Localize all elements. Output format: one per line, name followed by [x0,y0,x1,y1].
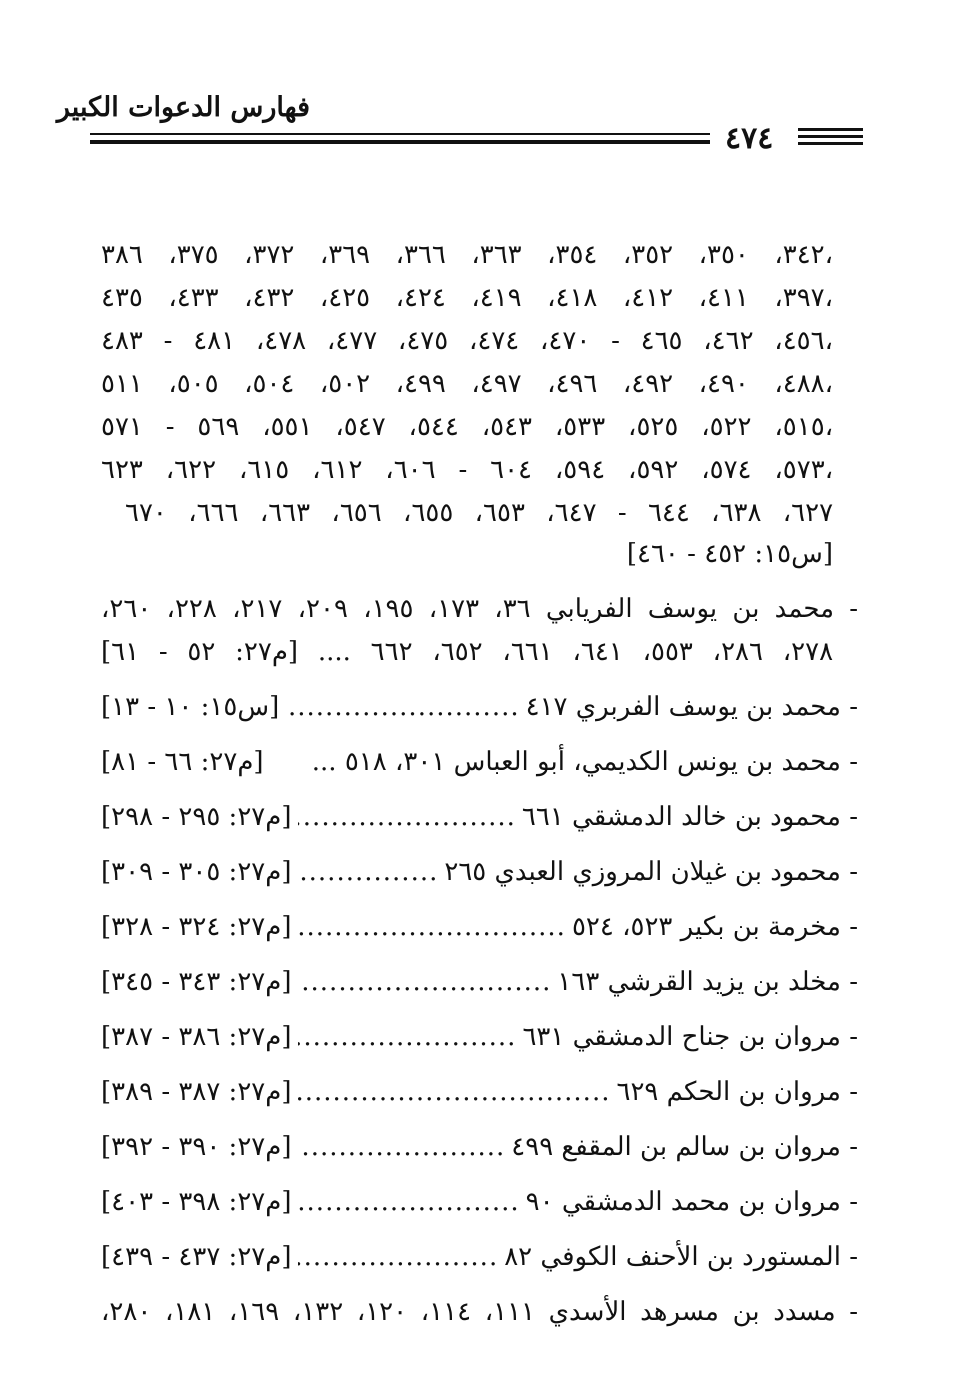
header-rule-thick [90,140,710,144]
index-entry-ref: [م٢٧: ٣٢٤ - ٣٢٨] [101,912,292,942]
index-continuation-line: ٥٧٣، ٥٧٤، ٥٩٢، ٥٩٤، ٦٠٤ - ٦٠٦، ٦١٢، ٦١٥، ٦٢٢، ٦٢٣، [101,455,834,485]
index-continuation-line: ٤٨٨، ٤٩٠، ٤٩٢، ٤٩٦، ٤٩٧، ٤٩٩، ٥٠٢، ٥٠٤، ٥٠٥، ٥١١، [101,369,834,399]
index-entry-ref: [م٢٧: ٣٨٦ - ٣٨٧] [101,1022,292,1052]
index-entry-name: - مخرمة بن بكير ٥٢٣، ٥٢٤ [571,912,858,942]
header-ornament-bar [798,128,863,131]
page-number: ٤٧٤ [725,121,774,156]
index-entry-ref: [م٢٧: ٣٩٨ - ٤٠٣] [101,1187,292,1217]
header-ornament-bar [798,135,863,138]
index-entry-name: - مخلد بن يزيد القرشي ١٦٣ [557,967,858,997]
index-entry-line: - محمد بن يوسف الفريابي ٣٦، ١٧٣، ١٩٥، ٢٠٩، ٢١٧، ٢٢٨، ٢٦٠، [101,594,859,624]
dot-leader [298,1130,506,1164]
index-entry [101,800,858,834]
index-entry-line: ٢٧٨، ٢٨٦، ٥٥٣، ٦٤١، ٦٦١، ٦٥٢، ٦٦٢ .... [م٢٧: ٥٢ - ٦١] [101,637,834,667]
index-entry-ref: [م٢٧: ٣٩٠ - ٣٩٢] [101,1132,292,1162]
index-entry-ref: [م٢٧: ٣٠٥ - ٣٠٩] [101,857,292,887]
index-entry-ref: [م٢٧: ٦٦ - ٨١] [101,747,264,777]
index-continuation-line: ٦٢٧، ٦٣٨، ٦٤٤ - ٦٤٧، ٦٥٣، ٦٥٥، ٦٥٦، ٦٦٣، ٦٦٦، ٦٧٠ [125,498,834,528]
index-continuation-line: ٥١٥، ٥٢٢، ٥٢٥، ٥٣٣، ٥٤٣، ٥٤٤، ٥٤٧، ٥٥١، ٥٦٩ - ٥٧١، [101,412,834,442]
index-entry [101,690,858,724]
index-continuation-line: ٣٤٢، ٣٥٠، ٣٥٢، ٣٥٤، ٣٦٣، ٣٦٦، ٣٦٩، ٣٧٢، ٣٧٥، ٣٨٦، [101,240,834,270]
index-entry [101,1240,858,1274]
index-entry-name: - مروان بن جناح الدمشقي ٦٣١ [522,1022,858,1052]
index-entry-line: - مسدد بن مسرهد الأسدي ١١١، ١١٤، ١٢٠، ١٣٢، ١٦٩، ١٨١، ٢٨٠، [101,1297,859,1327]
dot-leader [298,1020,517,1054]
index-entry-name: - محمود بن غيلان المروزي العبدي ٢٦٥ [444,857,858,887]
header-rule-thin [90,133,710,135]
index-entry [101,1075,858,1109]
index-entry-name: - محمود بن خالد الدمشقي ٦٦١ [521,802,858,832]
index-entry [101,910,858,944]
index-entry-ref: [س١٥: ١٠ - ١٣] [101,692,280,722]
index-entry [101,1130,858,1164]
index-entry-ref: [م٢٧: ٤٣٧ - ٤٣٩] [101,1242,292,1272]
dot-leader [298,965,552,999]
dot-leader [298,1240,499,1274]
index-entry [101,1185,858,1219]
index-entry [101,1020,858,1054]
index-entry-ref: [م٢٧: ٣٤٣ - ٣٤٥] [101,967,292,997]
dot-leader [298,1185,520,1219]
dot-leader [285,690,519,724]
running-header-title: فهارس الدعوات الكبير [56,92,310,123]
index-continuation-ref: [س١٥: ٤٥٢ - ٤٦٠] [626,539,833,569]
index-entry-ref: [م٢٧: ٣٨٧ - ٣٨٩] [101,1077,292,1107]
dot-leader [298,855,439,889]
index-entry [101,745,858,779]
index-continuation-line: ٣٩٧، ٤١١، ٤١٢، ٤١٨، ٤١٩، ٤٢٤، ٤٢٥، ٤٣٢، ٤٣٣، ٤٣٥، [101,283,834,313]
index-entry-name: - مروان بن الحكم ٦٢٩ [616,1077,858,1107]
index-entry-name: - مروان بن سالم بن المقفع ٤٩٩ [511,1132,858,1162]
dot-leader [298,800,516,834]
dot-leader [298,1075,611,1109]
index-entry-name: - محمد بن يوسف الفربري ٤١٧ [525,692,858,722]
index-entry-name: - المستورد بن الأحنف الكوفي ٨٢ [504,1242,858,1272]
header-ornament-bar [798,142,863,145]
index-entry [101,855,858,889]
index-entry-name: - محمد بن يونس الكديمي، أبو العباس ٣٠١، ٥١٨ ... [311,747,858,777]
index-continuation-line: ٤٥٦، ٤٦٢، ٤٦٥ - ٤٧٠، ٤٧٤، ٤٧٥، ٤٧٧، ٤٧٨، ٤٨١ - ٤٨٣، [101,326,834,356]
index-entry-name: - مروان بن محمد الدمشقي ٩٠ [525,1187,858,1217]
index-entry-ref: [م٢٧: ٢٩٥ - ٢٩٨] [101,802,292,832]
index-entry [101,965,858,999]
dot-leader [298,910,566,944]
